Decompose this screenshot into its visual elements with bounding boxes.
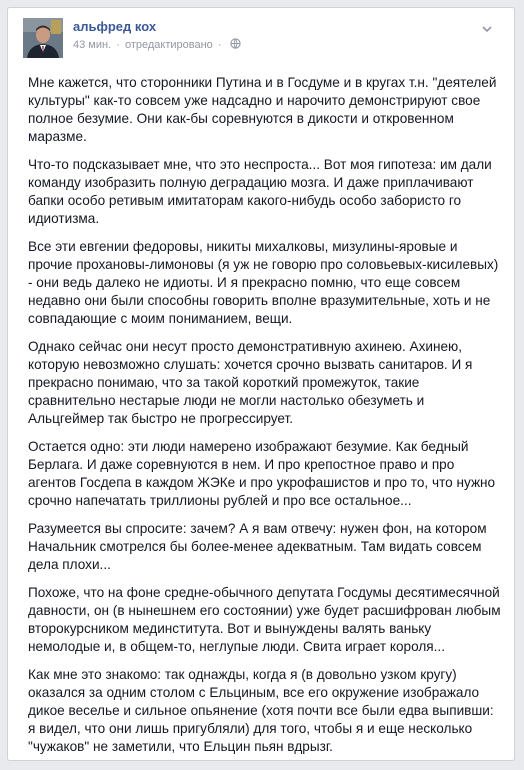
post-paragraph-3: Все эти евгении федоровы, никиты михалковы, мизулины-яровые и прочие прохановы-лимоновы (я уж не говорю про соловьевых-кисилевых) - они ведь далеко не идиоты. И я прекрасно помню, что еще совсем недавно они были способны говорить вполне вразумительные, хоть и не совпадающие с моим пониманием, вещи. [28, 239, 499, 326]
meta-separator-2: · [217, 39, 222, 51]
author-name[interactable]: альфред кох [73, 19, 157, 34]
post-meta [73, 38, 241, 52]
edited-label[interactable]: отредактировано [124, 39, 213, 51]
globe-icon[interactable] [230, 38, 241, 52]
post-paragraph-2: Что-то подсказывает мне, что это неспроста... Вот моя гипотеза: им дали команду изобразить полную деградацию мозга. И даже приплачивают бапки особо ретивым имитаторам какого-нибудь особо забористо го идиотизма. [28, 157, 492, 226]
chevron-down-icon[interactable] [481, 22, 493, 34]
post-paragraph-8: Как мне это знакомо: так однажды, когда я (в довольно узком кругу) оказался за одним столом с Ельциным, все его окружение изображало дикое веселье и сильное опьянение (хотя почти все были едва выпивши: я видел, что они лишь пригубляли) для того, чтобы я и еще несколько "чужаков" не заметили, что Ельцин пьян вдрызг. [28, 667, 494, 754]
post-card [7, 7, 515, 761]
post-paragraph-5: Остается одно: эти люди намерено изображают безумие. Как бедный Берлага. И даже соревнуются в нем. И про крепостное право и про агентов Госдепа в каждом ЖЭКе и про укрофашистов и про то, что нужно срочно напечатать триллионы рублей и про все остальное... [28, 439, 496, 508]
post-time[interactable]: 43 мин. [73, 39, 112, 51]
author-avatar[interactable] [23, 18, 63, 58]
post-paragraph-1: Мне кажется, что сторонники Путина и в Госдуме и в кругах т.н. "деятелей культуры" как-то совсем уже надсадно и нарочито демонстрируют свое полное безумие. Они как-бы соревнуются в дикости и откровенном маразме. [28, 75, 497, 144]
meta-separator: · [116, 39, 120, 51]
post-body [28, 74, 502, 761]
post-header [23, 18, 493, 58]
post-paragraph-4: Однако сейчас они несут просто демонстративную ахинею. Ахинею, которую невозможно слушать: хочется срочно вызвать санитаров. И я прекрасно понимаю, что за такой короткий промежуток, такие сравнительно нестарые люди не могли настолько обезуметь и Альцгеймер так быстро не прогрессирует. [28, 339, 473, 426]
post-paragraph-6: Разумеется вы спросите: зачем? А я вам отвечу: нужен фон, на котором Начальник смотрелся бы более-менее адекватным. Там видать совсем дела плохи... [28, 521, 487, 572]
post-paragraph-7: Похоже, что на фоне средне-обычного депутата Госдумы десятимесячной давности, он (в нынешнем его состоянии) уже будет расшифрован любым второкурсником мединститута. Вот и вынуждены валять ваньку немолодые и, в общем-то, неглупые люди. Свита играет короля... [28, 585, 501, 654]
